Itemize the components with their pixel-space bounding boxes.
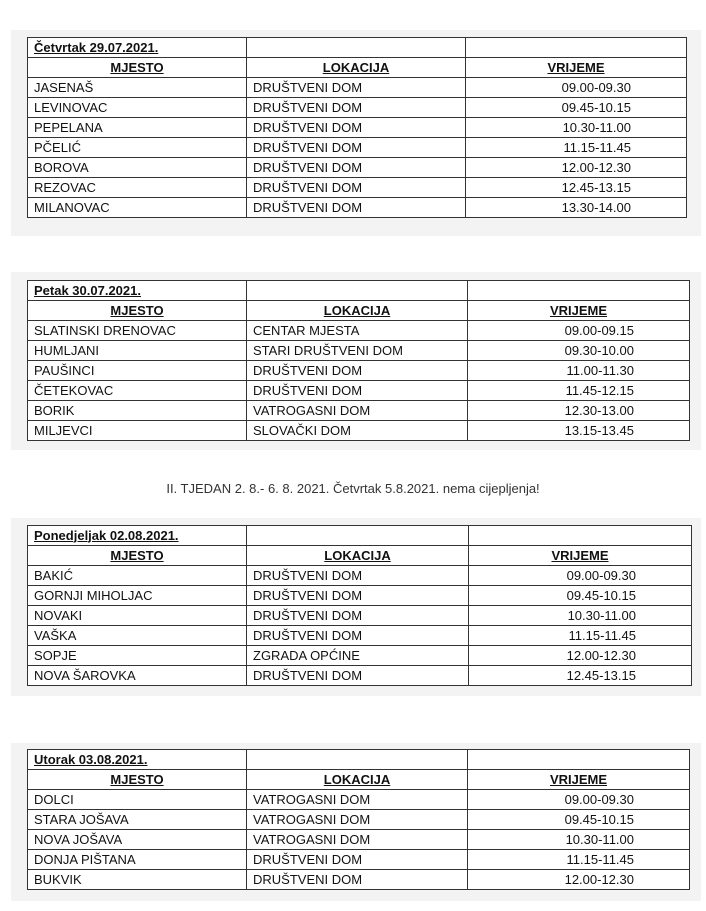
table-row bbox=[28, 586, 692, 606]
time-cell: 13.30-14.00 bbox=[466, 198, 687, 218]
location-cell: DRUŠTVENI DOM bbox=[247, 606, 469, 626]
time-cell: 11.15-11.45 bbox=[469, 626, 692, 646]
place-cell: BAKIĆ bbox=[28, 566, 247, 586]
day-title: Četvrtak 29.07.2021. bbox=[28, 38, 247, 58]
place-cell: VAŠKA bbox=[28, 626, 247, 646]
location-cell: DRUŠTVENI DOM bbox=[247, 158, 466, 178]
table-row bbox=[28, 666, 692, 686]
time-cell: 09.00-09.15 bbox=[468, 321, 690, 341]
place-cell: DOLCI bbox=[28, 790, 247, 810]
empty-cell bbox=[468, 750, 690, 770]
table-row bbox=[28, 381, 690, 401]
location-header: LOKACIJA bbox=[247, 301, 468, 321]
place-cell: REZOVAC bbox=[28, 178, 247, 198]
place-header: MJESTO bbox=[28, 58, 247, 78]
time-cell: 09.45-10.15 bbox=[469, 586, 692, 606]
table-row bbox=[28, 566, 692, 586]
header-row bbox=[28, 58, 687, 78]
time-cell: 09.30-10.00 bbox=[468, 341, 690, 361]
schedule-table bbox=[27, 749, 690, 890]
schedule-table bbox=[27, 37, 687, 218]
time-header: VRIJEME bbox=[468, 770, 690, 790]
time-cell: 09.00-09.30 bbox=[466, 78, 687, 98]
place-header: MJESTO bbox=[28, 770, 247, 790]
location-header: LOKACIJA bbox=[247, 58, 466, 78]
place-cell: NOVAKI bbox=[28, 606, 247, 626]
table-row bbox=[28, 321, 690, 341]
location-cell: DRUŠTVENI DOM bbox=[247, 381, 468, 401]
location-cell: DRUŠTVENI DOM bbox=[247, 118, 466, 138]
table-row bbox=[28, 790, 690, 810]
time-cell: 10.30-11.00 bbox=[469, 606, 692, 626]
table-row bbox=[28, 361, 690, 381]
time-cell: 12.00-12.30 bbox=[466, 158, 687, 178]
location-cell: DRUŠTVENI DOM bbox=[247, 178, 466, 198]
location-cell: VATROGASNI DOM bbox=[247, 830, 468, 850]
time-header: VRIJEME bbox=[468, 301, 690, 321]
location-cell: VATROGASNI DOM bbox=[247, 810, 468, 830]
location-cell: DRUŠTVENI DOM bbox=[247, 586, 469, 606]
schedule-table bbox=[27, 525, 692, 686]
time-cell: 12.45-13.15 bbox=[469, 666, 692, 686]
place-cell: BORIK bbox=[28, 401, 247, 421]
header-row bbox=[28, 301, 690, 321]
week-note: II. TJEDAN 2. 8.- 6. 8. 2021. Četvrtak 5.8.2021. nema cijepljenja! bbox=[166, 481, 540, 496]
place-cell: PEPELANA bbox=[28, 118, 247, 138]
location-cell: SLOVAČKI DOM bbox=[247, 421, 468, 441]
place-header: MJESTO bbox=[28, 301, 247, 321]
schedule-table bbox=[27, 280, 690, 441]
table-row bbox=[28, 870, 690, 890]
day-title: Petak 30.07.2021. bbox=[28, 281, 247, 301]
time-cell: 12.30-13.00 bbox=[468, 401, 690, 421]
place-cell: LEVINOVAC bbox=[28, 98, 247, 118]
location-cell: DRUŠTVENI DOM bbox=[247, 666, 469, 686]
time-cell: 12.00-12.30 bbox=[468, 870, 690, 890]
location-cell: DRUŠTVENI DOM bbox=[247, 850, 468, 870]
place-cell: BOROVA bbox=[28, 158, 247, 178]
place-cell: ČETEKOVAC bbox=[28, 381, 247, 401]
day-row bbox=[28, 750, 690, 770]
table-row bbox=[28, 78, 687, 98]
empty-cell bbox=[247, 526, 469, 546]
location-cell: VATROGASNI DOM bbox=[247, 401, 468, 421]
place-cell: HUMLJANI bbox=[28, 341, 247, 361]
time-cell: 09.45-10.15 bbox=[466, 98, 687, 118]
table-row bbox=[28, 118, 687, 138]
place-cell: MILANOVAC bbox=[28, 198, 247, 218]
table-row bbox=[28, 421, 690, 441]
empty-cell bbox=[469, 526, 692, 546]
table-row bbox=[28, 626, 692, 646]
table-row bbox=[28, 646, 692, 666]
time-cell: 09.45-10.15 bbox=[468, 810, 690, 830]
empty-cell bbox=[466, 38, 687, 58]
location-cell: DRUŠTVENI DOM bbox=[247, 870, 468, 890]
location-cell: VATROGASNI DOM bbox=[247, 790, 468, 810]
location-cell: ZGRADA OPĆINE bbox=[247, 646, 469, 666]
day-row bbox=[28, 526, 692, 546]
day-row bbox=[28, 281, 690, 301]
location-cell: DRUŠTVENI DOM bbox=[247, 626, 469, 646]
table-row bbox=[28, 138, 687, 158]
time-cell: 09.00-09.30 bbox=[469, 566, 692, 586]
header-row bbox=[28, 770, 690, 790]
day-row bbox=[28, 38, 687, 58]
location-cell: STARI DRUŠTVENI DOM bbox=[247, 341, 468, 361]
place-cell: GORNJI MIHOLJAC bbox=[28, 586, 247, 606]
table-row bbox=[28, 341, 690, 361]
place-cell: NOVA JOŠAVA bbox=[28, 830, 247, 850]
place-cell: STARA JOŠAVA bbox=[28, 810, 247, 830]
time-cell: 11.15-11.45 bbox=[466, 138, 687, 158]
place-cell: BUKVIK bbox=[28, 870, 247, 890]
empty-cell bbox=[247, 281, 468, 301]
place-cell: SLATINSKI DRENOVAC bbox=[28, 321, 247, 341]
table-row bbox=[28, 401, 690, 421]
table-row bbox=[28, 178, 687, 198]
time-cell: 13.15-13.45 bbox=[468, 421, 690, 441]
empty-cell bbox=[247, 38, 466, 58]
location-cell: CENTAR MJESTA bbox=[247, 321, 468, 341]
table-row bbox=[28, 810, 690, 830]
time-cell: 12.45-13.15 bbox=[466, 178, 687, 198]
time-header: VRIJEME bbox=[469, 546, 692, 566]
time-cell: 11.00-11.30 bbox=[468, 361, 690, 381]
table-row bbox=[28, 98, 687, 118]
day-title: Utorak 03.08.2021. bbox=[28, 750, 247, 770]
location-header: LOKACIJA bbox=[247, 770, 468, 790]
place-cell: PAUŠINCI bbox=[28, 361, 247, 381]
empty-cell bbox=[247, 750, 468, 770]
table-row bbox=[28, 158, 687, 178]
location-cell: DRUŠTVENI DOM bbox=[247, 78, 466, 98]
empty-cell bbox=[468, 281, 690, 301]
time-header: VRIJEME bbox=[466, 58, 687, 78]
location-cell: DRUŠTVENI DOM bbox=[247, 566, 469, 586]
time-cell: 12.00-12.30 bbox=[469, 646, 692, 666]
time-cell: 10.30-11.00 bbox=[468, 830, 690, 850]
place-cell: SOPJE bbox=[28, 646, 247, 666]
location-cell: DRUŠTVENI DOM bbox=[247, 198, 466, 218]
location-header: LOKACIJA bbox=[247, 546, 469, 566]
location-cell: DRUŠTVENI DOM bbox=[247, 361, 468, 381]
day-title: Ponedjeljak 02.08.2021. bbox=[28, 526, 247, 546]
location-cell: DRUŠTVENI DOM bbox=[247, 98, 466, 118]
table-row bbox=[28, 830, 690, 850]
time-cell: 11.15-11.45 bbox=[468, 850, 690, 870]
time-cell: 11.45-12.15 bbox=[468, 381, 690, 401]
place-header: MJESTO bbox=[28, 546, 247, 566]
time-cell: 10.30-11.00 bbox=[466, 118, 687, 138]
table-row bbox=[28, 198, 687, 218]
place-cell: DONJA PIŠTANA bbox=[28, 850, 247, 870]
table-row bbox=[28, 850, 690, 870]
location-cell: DRUŠTVENI DOM bbox=[247, 138, 466, 158]
header-row bbox=[28, 546, 692, 566]
place-cell: PČELIĆ bbox=[28, 138, 247, 158]
place-cell: MILJEVCI bbox=[28, 421, 247, 441]
time-cell: 09.00-09.30 bbox=[468, 790, 690, 810]
table-row bbox=[28, 606, 692, 626]
place-cell: NOVA ŠAROVKA bbox=[28, 666, 247, 686]
place-cell: JASENAŠ bbox=[28, 78, 247, 98]
